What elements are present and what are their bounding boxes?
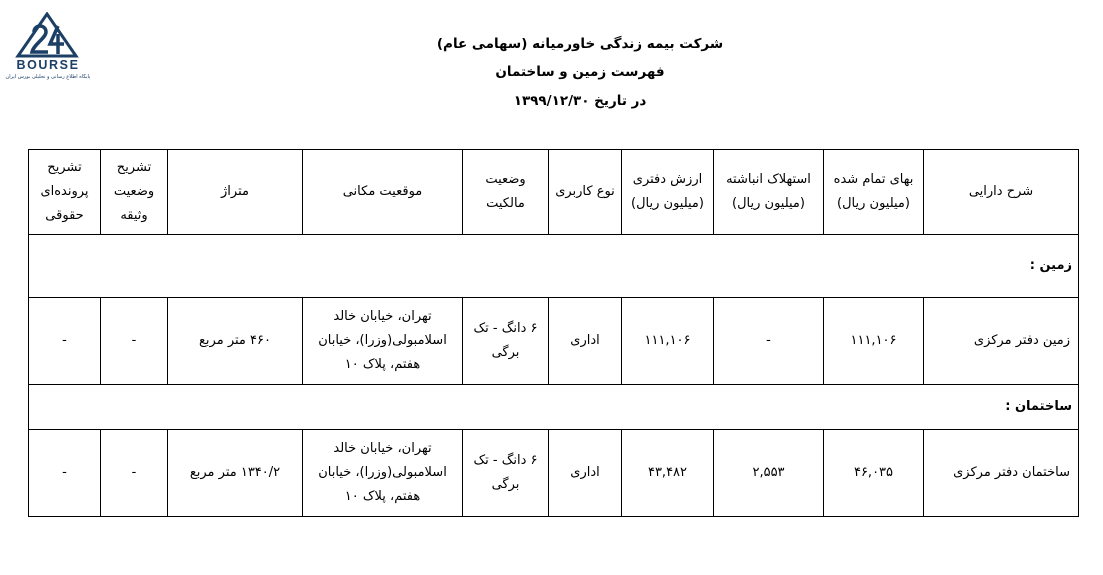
bourse-24-emblem-icon	[12, 12, 82, 58]
cell-depreciation: ۲,۵۵۳	[714, 430, 824, 517]
company-name: شرکت بیمه زندگی خاورمیانه (سهامی عام)	[436, 36, 724, 52]
cell-book-value: ۱۱۱,۱۰۶	[622, 298, 714, 385]
logo-wordmark: BOURSE	[16, 58, 80, 72]
cell-ownership: ۶ دانگ - تک برگی	[463, 430, 549, 517]
col-header-description: شرح دارایی	[924, 150, 1079, 235]
report-date: در تاریخ ۱۳۹۹/۱۲/۳۰	[513, 93, 647, 109]
logo-tagline: پایگاه اطلاع رسانی و تحلیلی بورس ایران	[5, 74, 91, 80]
cell-area: ۴۶۰ متر مربع	[168, 298, 303, 385]
report-title: فهرست زمین و ساختمان	[495, 64, 665, 80]
col-header-ownership: وضعیت مالکیت	[463, 150, 549, 235]
section-label-land: زمین :	[29, 235, 1079, 298]
cell-book-value: ۴۳,۴۸۲	[622, 430, 714, 517]
cell-ownership: ۶ دانگ - تک برگی	[463, 298, 549, 385]
cell-cost: ۴۶,۰۳۵	[824, 430, 924, 517]
table-row	[29, 298, 1079, 385]
section-label-building: ساختمان :	[29, 385, 1079, 430]
cell-location: تهران، خیابان خالد اسلامبولی(وزرا)، خیابان هفتم، پلاک ۱۰	[303, 430, 463, 517]
bourse-logo	[4, 12, 92, 84]
col-header-book-value: ارزش دفتری (میلیون ریال)	[622, 150, 714, 235]
col-header-usage: نوع کاربری	[549, 150, 622, 235]
col-header-area: متراژ	[168, 150, 303, 235]
col-header-depreciation: استهلاک انباشته (میلیون ریال)	[714, 150, 824, 235]
cell-description: ساختمان دفتر مرکزی	[924, 430, 1079, 517]
land-buildings-table	[28, 149, 1079, 517]
cell-deed: -	[101, 298, 168, 385]
cell-legal: -	[29, 298, 101, 385]
cell-cost: ۱۱۱,۱۰۶	[824, 298, 924, 385]
cell-deed: -	[101, 430, 168, 517]
col-header-deed: تشریح وضعیت وثیقه	[101, 150, 168, 235]
col-header-legal: تشریح پرونده‌ای حقوقی	[29, 150, 101, 235]
col-header-cost: بهای تمام شده (میلیون ریال)	[824, 150, 924, 235]
section-row-land	[29, 235, 1079, 298]
table-header-row	[29, 150, 1079, 235]
cell-location: تهران، خیابان خالد اسلامبولی(وزرا)، خیابان هفتم، پلاک ۱۰	[303, 298, 463, 385]
section-row-building	[29, 385, 1079, 430]
cell-area: ۱۳۴۰/۲ متر مربع	[168, 430, 303, 517]
table-row	[29, 430, 1079, 517]
cell-depreciation: -	[714, 298, 824, 385]
col-header-location: موقعیت مکانی	[303, 150, 463, 235]
cell-legal: -	[29, 430, 101, 517]
cell-usage: اداری	[549, 298, 622, 385]
cell-usage: اداری	[549, 430, 622, 517]
cell-description: زمین دفتر مرکزی	[924, 298, 1079, 385]
